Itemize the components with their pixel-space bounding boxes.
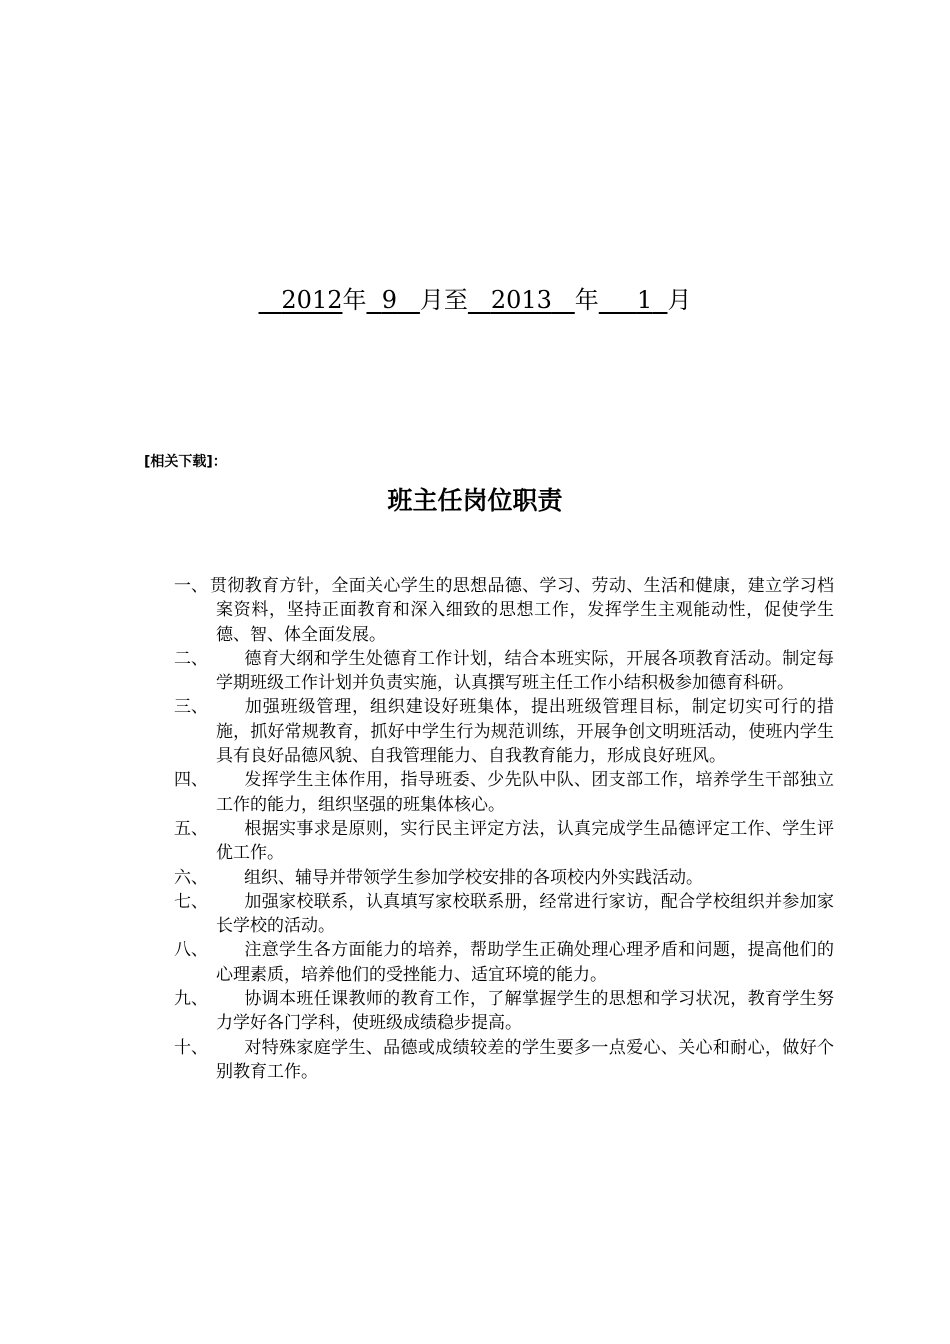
related-downloads-label: [相关下载]： xyxy=(144,454,227,470)
year-label-2: 年 xyxy=(574,286,599,314)
duty-item xyxy=(174,817,834,866)
duty-item xyxy=(174,768,834,817)
duty-text: 加强家校联系，认真填写家校联系册，经常进行家访，配合学校组织并参加家长学校的活动。 xyxy=(216,891,834,937)
duties-list xyxy=(174,574,834,1084)
duty-number: 八、 xyxy=(174,940,208,961)
duty-number: 四、 xyxy=(174,770,208,791)
duty-text: 德育大纲和学生处德育工作计划，结合本班实际，开展各项教育活动。制定每学期班级工作计划并负责实施，认真撰写班主任工作小结积极参加德育科研。 xyxy=(216,648,834,694)
duty-number: 三、 xyxy=(174,697,208,718)
duty-text: 贯彻教育方针，全面关心学生的思想品德、学习、劳动、生活和健康，建立学习档案资料，坚持正面教育和深入细致的思想工作，发挥学生主观能动性，促使学生德、智、体全面发展。 xyxy=(210,576,834,645)
month-label: 月 xyxy=(667,286,692,314)
duty-text: 发挥学生主体作用，指导班委、少先队中队、团支部工作，培养学生干部独立工作的能力，组织坚强的班集体核心。 xyxy=(216,770,834,815)
duty-item xyxy=(174,987,834,1036)
duty-item xyxy=(174,866,834,890)
duty-text: 组织、辅导并带领学生参加学校安排的各项校内外实践活动。 xyxy=(244,867,703,888)
duty-text: 协调本班任课教师的教育工作，了解掌握学生的思想和学习状况，教育学生努力学好各门学科，使班级成绩稳步提高。 xyxy=(216,989,834,1034)
end-year-field: 2013 xyxy=(490,286,552,314)
duty-item xyxy=(174,938,834,987)
duty-number: 十、 xyxy=(174,1037,208,1058)
duty-item xyxy=(174,695,834,768)
duty-number: 九、 xyxy=(174,989,208,1010)
duty-item xyxy=(174,574,834,647)
duty-item xyxy=(174,647,834,696)
duty-text: 加强班级管理，组织建设好班集体，提出班级管理目标，制定切实可行的措施，抓好常规教育，抓好中学生行为规范训练，开展争创文明班活动，使班内学生具有良好品德风貌、自我管理能力、自我教育能力，形成良好班风。 xyxy=(216,697,834,767)
duty-number: 二、 xyxy=(174,648,208,669)
duty-number: 七、 xyxy=(174,891,208,912)
month-to-label: 月至 xyxy=(419,286,468,314)
page-title: 班主任岗位职责 xyxy=(387,486,563,515)
end-month-field: 1 xyxy=(636,286,653,314)
date-range xyxy=(0,284,950,316)
start-month-field: 9 xyxy=(381,286,398,314)
duty-item xyxy=(174,890,834,939)
duty-number: 一、 xyxy=(174,576,208,596)
duty-number: 五、 xyxy=(174,818,208,839)
start-year-field: 2012 xyxy=(281,286,343,314)
duty-item xyxy=(174,1036,834,1085)
duty-number: 六、 xyxy=(174,867,208,888)
year-label: 年 xyxy=(342,286,367,314)
duty-text: 对特殊家庭学生、品德或成绩较差的学生要多一点爱心、关心和耐心，做好个别教育工作。 xyxy=(216,1037,834,1082)
duty-text: 注意学生各方面能力的培养，帮助学生正确处理心理矛盾和问题，提高他们的心理素质，培养他们的受挫能力、适宜环境的能力。 xyxy=(216,940,834,985)
duty-text: 根据实事求是原则，实行民主评定方法，认真完成学生品德评定工作、学生评优工作。 xyxy=(216,818,834,864)
